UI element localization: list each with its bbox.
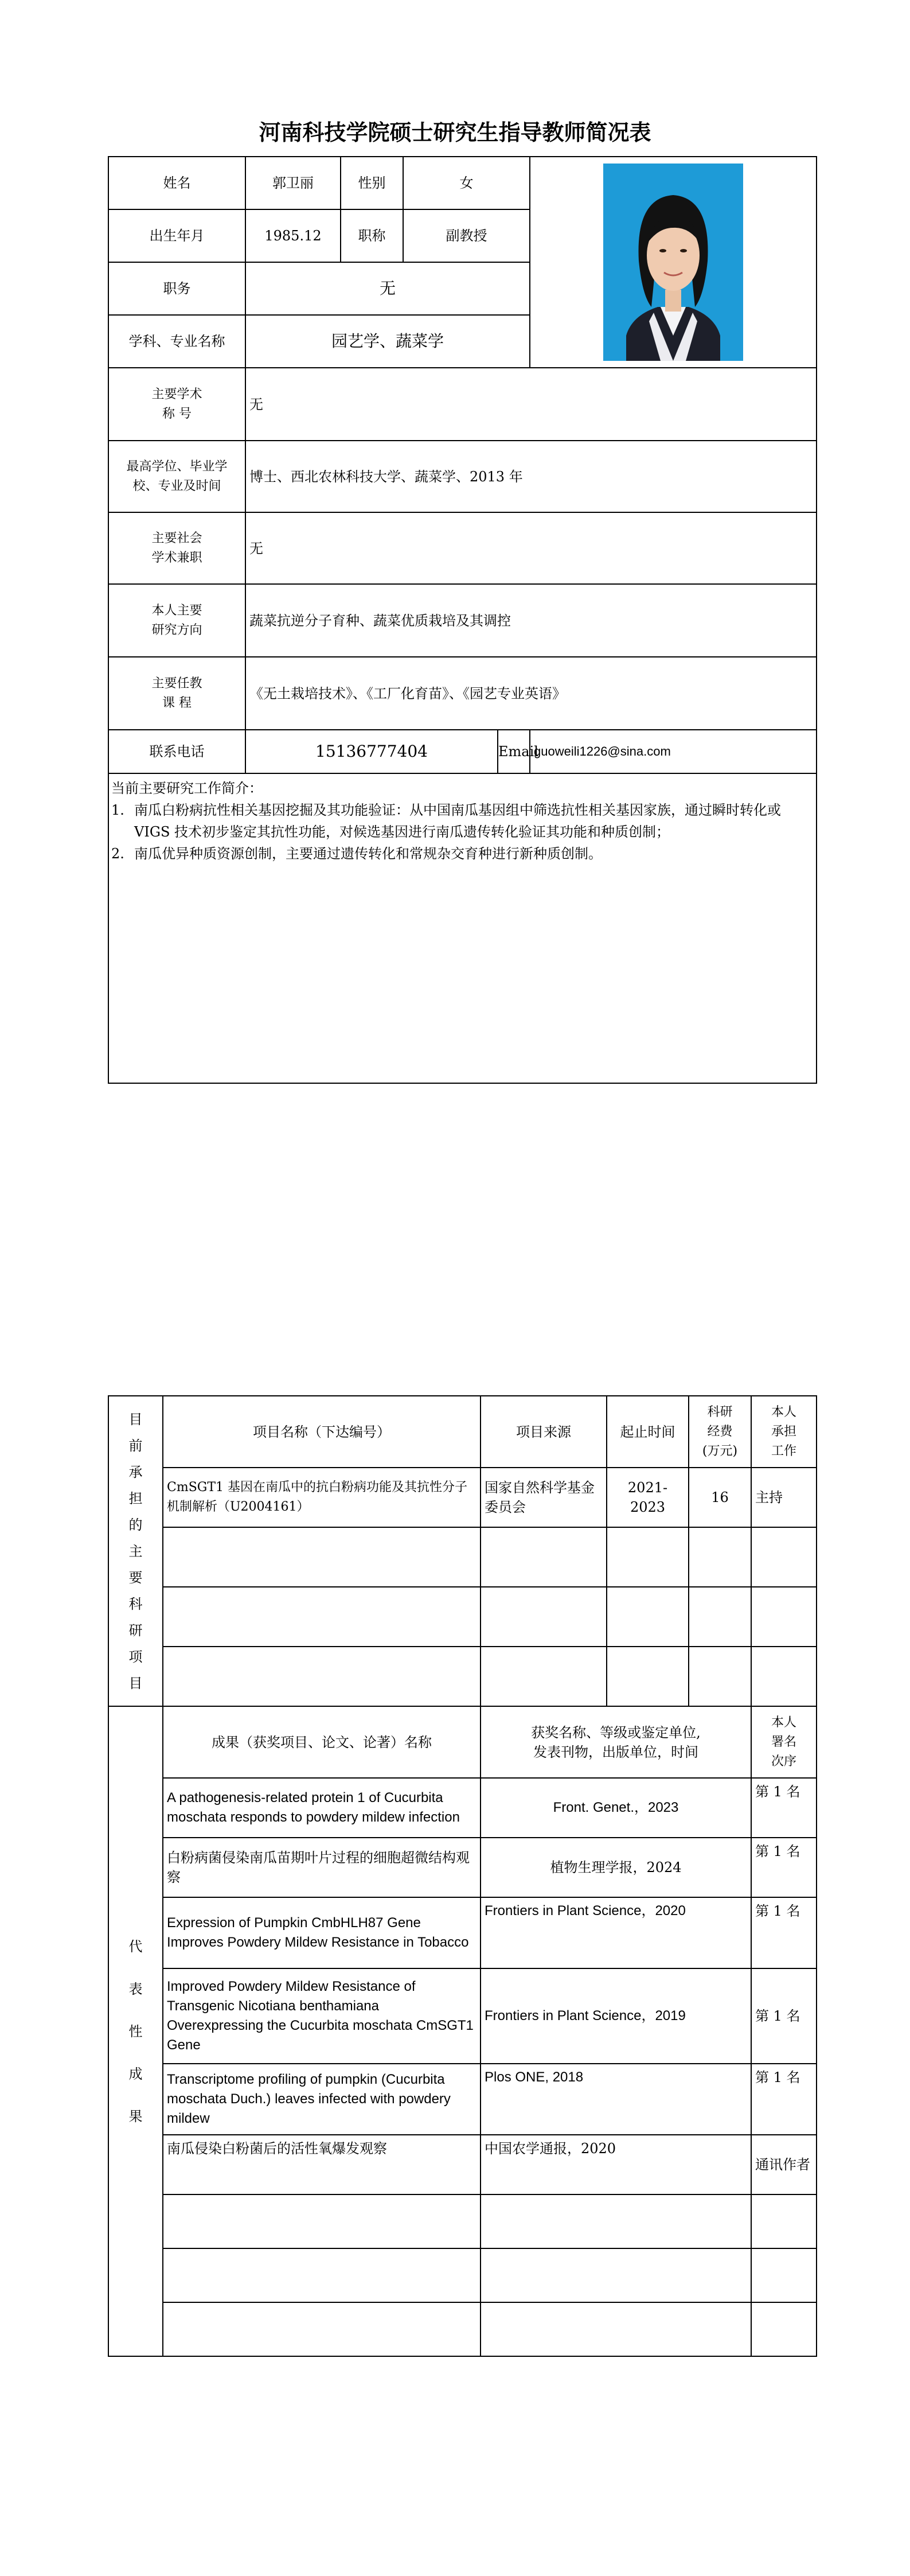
table-row: [108, 1468, 817, 1527]
research-value: 蔬菜抗逆分子育种、蔬菜优质栽培及其调控: [245, 584, 817, 657]
achievement-name: 南瓜侵染白粉菌后的活性氧爆发观察: [163, 2135, 481, 2194]
table-row: [108, 2064, 817, 2135]
table-row: [108, 1968, 817, 2064]
academic-title-label: 主要学术 称 号: [108, 368, 245, 441]
title-label: 职称: [341, 209, 403, 262]
projects-header-funding: 科研 经费 (万元): [689, 1396, 751, 1468]
intro-heading: 当前主要研究工作简介：: [111, 780, 263, 796]
project-name: CmSGT1 基因在南瓜中的抗白粉病功能及其抗性分子机制解析（U2004161）: [163, 1468, 481, 1527]
position-label: 职务: [108, 262, 245, 315]
research-label: 本人主要 研究方向: [108, 584, 245, 657]
achievement-info: Plos ONE, 2018: [481, 2064, 751, 2135]
phone-value: 15136777404: [245, 730, 498, 773]
table-row: [108, 1527, 817, 1587]
achievement-name: Improved Powdery Mildew Resistance of Transgenic Nicotiana benthamiana Overexpressing the Cucurbita moschata CmSGT1 Gene: [163, 1968, 481, 2064]
achievement-name: A pathogenesis-related protein 1 of Cucurbita moschata responds to powdery mildew infection: [163, 1778, 481, 1838]
degree-label: 最高学位、毕业学 校、专业及时间: [108, 441, 245, 512]
intro-item: 2. 南瓜优异种质资源创制，主要通过遗传转化和常规杂交育种进行新种质创制。: [111, 846, 602, 862]
discipline-value: 园艺学、蔬菜学: [245, 315, 530, 368]
achievement-info: 中国农学通报，2020: [481, 2135, 751, 2194]
achievement-rank: 第 1 名: [751, 1968, 817, 2064]
position-value: 无: [245, 262, 530, 315]
achievement-rank: 第 1 名: [751, 1838, 817, 1897]
projects-header-name: 项目名称（下达编号）: [163, 1396, 481, 1468]
achievements-header-name: 成果（获奖项目、论文、论著）名称: [163, 1706, 481, 1778]
email-label: Email: [498, 730, 530, 773]
project-source: 国家自然科学基金委员会: [481, 1468, 607, 1527]
project-role: 主持: [751, 1468, 817, 1527]
title-value: 副教授: [403, 209, 530, 262]
degree-value: 博士、西北农林科技大学、蔬菜学、2013 年: [245, 441, 817, 512]
birth-value: 1985.12: [245, 209, 341, 262]
achievements-side-label: 代 表 性 成 果: [108, 1706, 163, 2356]
academic-title-value: 无: [245, 368, 817, 441]
project-period: 2021-2023: [607, 1468, 689, 1527]
basic-info-table: [108, 156, 817, 1084]
projects-achievements-table: [108, 1395, 817, 2357]
projects-header-period: 起止时间: [607, 1396, 689, 1468]
projects-header-source: 项目来源: [481, 1396, 607, 1468]
achievement-rank: 第 1 名: [751, 2064, 817, 2135]
table-row: [108, 2248, 817, 2302]
achievement-info: Front. Genet.，2023: [481, 1778, 751, 1838]
table-row: [108, 2194, 817, 2248]
table-row: [108, 1587, 817, 1647]
achievement-rank: 通讯作者: [751, 2135, 817, 2194]
courses-label: 主要任教 课 程: [108, 657, 245, 730]
email-value: guoweili1226@sina.com: [530, 730, 817, 773]
courses-value: 《无土栽培技术》、《工厂化育苗》、《园艺专业英语》: [245, 657, 817, 730]
table-row: [108, 2135, 817, 2194]
projects-side-label: 目 前 承 担 的 主 要 科 研 项 目: [108, 1396, 163, 1706]
project-funding: 16: [689, 1468, 751, 1527]
achievement-info: Frontiers in Plant Science，2020: [481, 1897, 751, 1968]
profile-photo: [603, 164, 743, 361]
table-row: [108, 1778, 817, 1838]
table-row: [108, 1897, 817, 1968]
discipline-label: 学科、专业名称: [108, 315, 245, 368]
achievement-rank: 第 1 名: [751, 1897, 817, 1968]
achievement-name: 白粉病菌侵染南瓜苗期叶片过程的细胞超微结构观察: [163, 1838, 481, 1897]
gender-label: 性别: [341, 157, 403, 209]
achievement-name: Expression of Pumpkin CmbHLH87 Gene Improves Powdery Mildew Resistance in Tobacco: [163, 1897, 481, 1968]
gender-value: 女: [403, 157, 530, 209]
achievement-name: Transcriptome profiling of pumpkin (Cucurbita moschata Duch.) leaves infected with powdery mildew: [163, 2064, 481, 2135]
achievements-header-info: 获奖名称、等级或鉴定单位, 发表刊物，出版单位，时间: [481, 1706, 751, 1778]
intro-item: 1. 南瓜白粉病抗性相关基因挖掘及其功能验证：从中国南瓜基因组中筛选抗性相关基因家族，通过瞬时转化或 VIGS 技术初步鉴定其抗性功能，对候选基因进行南瓜遗传转化验证其功能和种质创制；: [111, 802, 781, 840]
birth-label: 出生年月: [108, 209, 245, 262]
form-title: 河南科技学院硕士研究生指导教师简况表: [259, 120, 651, 145]
social-label: 主要社会 学术兼职: [108, 512, 245, 584]
social-value: 无: [245, 512, 817, 584]
name-label: 姓名: [108, 157, 245, 209]
projects-header-role: 本人 承担 工作: [751, 1396, 817, 1468]
table-row: [108, 2302, 817, 2356]
achievements-header-rank: 本人 署名 次序: [751, 1706, 817, 1778]
photo-cell: [530, 157, 817, 368]
achievement-info: Frontiers in Plant Science，2019: [481, 1968, 751, 2064]
name-value: 郭卫丽: [245, 157, 341, 209]
achievement-rank: 第 1 名: [751, 1778, 817, 1838]
table-row: [108, 1647, 817, 1706]
phone-label: 联系电话: [108, 730, 245, 773]
table-row: [108, 1838, 817, 1897]
research-intro: [108, 773, 817, 1083]
achievement-info: 植物生理学报，2024: [481, 1838, 751, 1897]
